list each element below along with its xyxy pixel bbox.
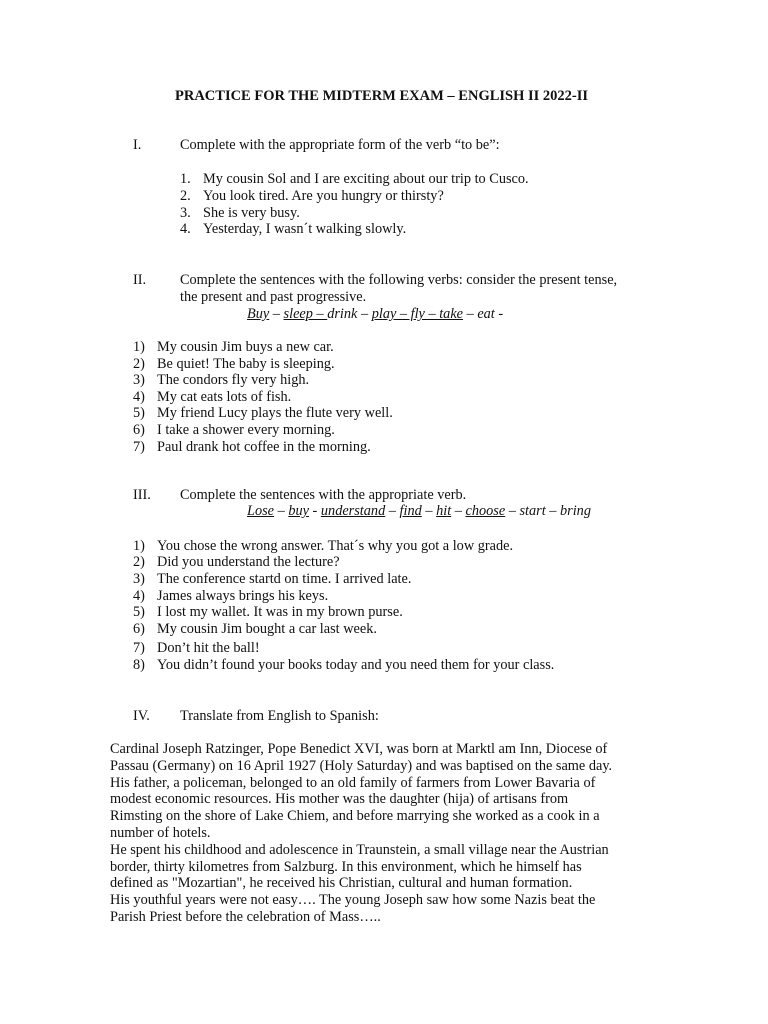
list-item-number: 5): [133, 604, 145, 620]
section-instruction: Translate from English to Spanish:: [180, 708, 379, 724]
list-item: You chose the wrong answer. That´s why you got a low grade.: [157, 538, 514, 554]
section-numeral: II.: [133, 272, 147, 288]
list-item: My friend Lucy plays the flute very well.: [157, 405, 393, 421]
list-item-number: 3): [133, 372, 145, 388]
list-item: Did you understand the lecture?: [157, 554, 340, 570]
word-bank-item: Lose: [247, 503, 275, 519]
section-numeral: III.: [133, 487, 151, 503]
word-bank-item: buy: [288, 503, 309, 519]
list-item-number: 3.: [180, 205, 191, 221]
word-bank-item: drink –: [327, 306, 372, 322]
word-bank-separator: –: [385, 503, 400, 519]
paragraph-line: border, thirty kilometres from Salzburg. In this environment, which he himself has: [110, 858, 582, 875]
paragraph-line: defined as "Mozartian", he received his Christian, cultural and human formation.: [110, 875, 573, 892]
paragraph-line: number of hotels.: [110, 824, 211, 841]
word-bank-item: sleep –: [283, 306, 328, 322]
paragraph-line: Rimsting on the shore of Lake Chiem, and before marrying she worked as a cook in a: [110, 808, 600, 825]
list-item-number: 3): [133, 571, 145, 587]
list-item: James always brings his keys.: [157, 588, 329, 604]
paragraph-line: Parish Priest before the celebration of Mass…..: [110, 908, 381, 925]
list-item: My cat eats lots of fish.: [157, 389, 292, 405]
word-bank-item: hit: [436, 503, 452, 519]
section-numeral: I.: [133, 137, 142, 153]
list-item: My cousin Sol and I are exciting about our trip to Cusco.: [203, 171, 529, 187]
list-item: Don’t hit the ball!: [157, 640, 260, 656]
word-bank: [247, 306, 503, 323]
list-item: I take a shower every morning.: [157, 422, 335, 438]
list-item-number: 7): [133, 439, 145, 455]
word-bank-item: understand: [320, 503, 386, 519]
word-bank: [247, 503, 591, 520]
list-item-number: 2): [133, 554, 145, 570]
list-item: Be quiet! The baby is sleeping.: [157, 356, 335, 372]
section-numeral: IV.: [133, 708, 150, 724]
list-item-number: 1): [133, 538, 145, 554]
list-item-number: 7): [133, 640, 145, 656]
paragraph-line: His father, a policeman, belonged to an old family of farmers from Lower Bavaria of: [110, 774, 596, 791]
list-item: She is very busy.: [203, 205, 300, 221]
list-item-number: 2): [133, 356, 145, 372]
paragraph-line: Cardinal Joseph Ratzinger, Pope Benedict XVI, was born at Marktl am Inn, Diocese of: [110, 741, 608, 757]
word-bank-separator: –: [274, 503, 289, 519]
list-item: You look tired. Are you hungry or thirsty?: [203, 188, 444, 204]
list-item-number: 4): [133, 588, 145, 604]
word-bank-item: play – fly – take: [371, 306, 464, 322]
paragraph-line: modest economic resources. His mother was the daughter (hija) of artisans from: [110, 791, 569, 808]
section-instruction: Complete the sentences with the appropriate verb.: [180, 487, 467, 503]
list-item: You didn’t found your books today and you need them for your class.: [157, 657, 555, 673]
list-item: The conference startd on time. I arrived late.: [157, 571, 412, 587]
list-item-number: 6): [133, 422, 145, 438]
paragraph-line: He spent his childhood and adolescence in Traunstein, a small village near the Austrian: [110, 841, 609, 858]
page-title: PRACTICE FOR THE MIDTERM EXAM – ENGLISH II 2022-II: [175, 88, 589, 104]
word-bank-separator: -: [308, 503, 321, 519]
word-bank-item: find: [399, 503, 422, 519]
list-item-number: 8): [133, 657, 145, 673]
paragraph-line: Passau (Germany) on 16 April 1927 (Holy Saturday) and was baptised on the same day.: [110, 757, 613, 774]
list-item-number: 6): [133, 621, 145, 637]
list-item-number: 1.: [180, 171, 191, 187]
list-item: My cousin Jim buys a new car.: [157, 339, 334, 355]
word-bank-separator: –: [451, 503, 466, 519]
translation-paragraph: [110, 741, 655, 926]
list-item: Paul drank hot coffee in the morning.: [157, 439, 371, 455]
list-item: My cousin Jim bought a car last week.: [157, 621, 377, 637]
list-item-number: 2.: [180, 188, 191, 204]
word-bank-separator: –: [269, 306, 284, 322]
section-instruction-continued: the present and past progressive.: [180, 289, 367, 305]
word-bank-item: – start – bring: [505, 503, 591, 519]
list-item-number: 4.: [180, 221, 191, 237]
section-instruction: Complete the sentences with the following verbs: consider the present tense,: [180, 272, 618, 288]
word-bank-separator: –: [421, 503, 437, 519]
word-bank-item: choose: [465, 503, 506, 519]
list-item-number: 5): [133, 405, 145, 421]
list-item-number: 1): [133, 339, 145, 355]
list-item: Yesterday, I wasn´t walking slowly.: [203, 221, 407, 237]
list-item-number: 4): [133, 389, 145, 405]
section-instruction: Complete with the appropriate form of the verb “to be”:: [180, 137, 500, 153]
list-item: I lost my wallet. It was in my brown purse.: [157, 604, 403, 620]
word-bank-item: Buy: [247, 306, 270, 322]
paragraph-line: His youthful years were not easy…. The young Joseph saw how some Nazis beat the: [110, 892, 596, 909]
word-bank-item: – eat -: [463, 306, 504, 322]
list-item: The condors fly very high.: [157, 372, 310, 388]
